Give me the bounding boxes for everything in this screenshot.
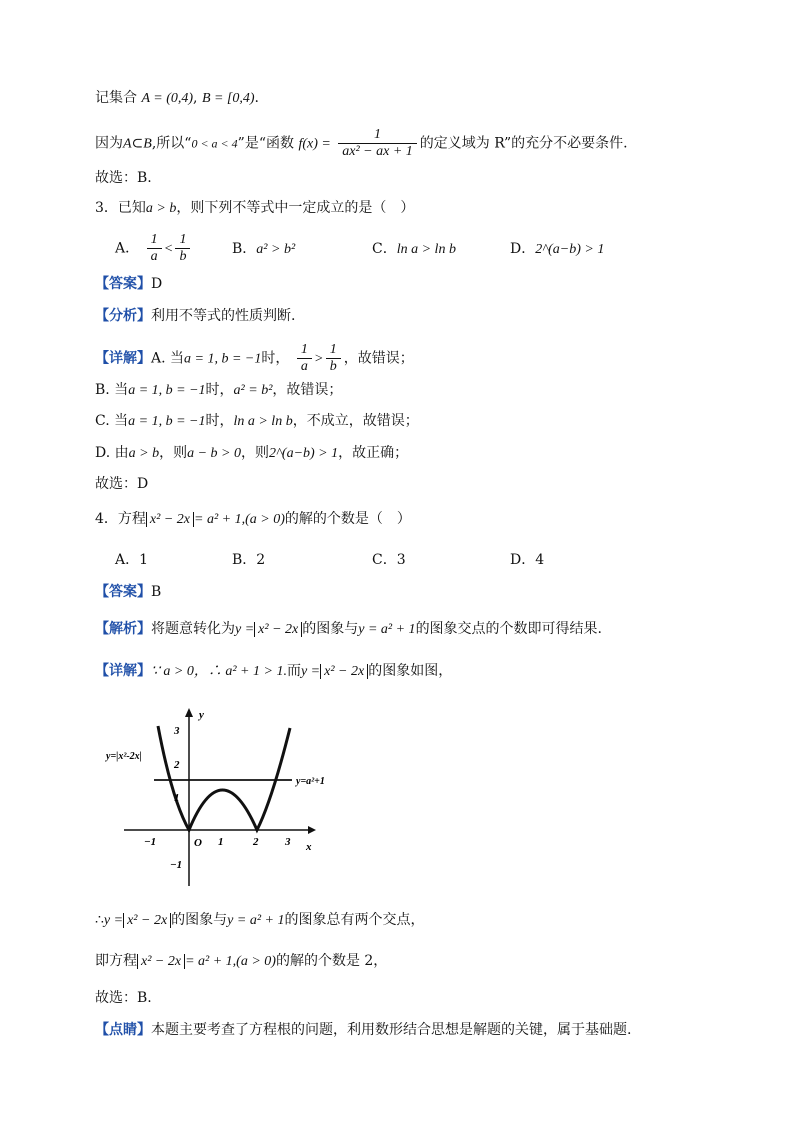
option-label: D．	[510, 241, 536, 257]
denominator: b	[179, 249, 187, 264]
comment-tag: 【点睛】	[95, 1022, 151, 1038]
select-answer-4: 故选：B.	[95, 990, 152, 1006]
text: 的图象交点的个数即可得结果.	[415, 621, 603, 637]
text: C. 当	[95, 413, 129, 429]
math: y = a² + 1	[358, 622, 416, 637]
math-set-b: B = [0,4)	[201, 91, 255, 106]
math: a > b	[145, 201, 177, 216]
numerator: 1	[147, 232, 162, 249]
text: 因为	[95, 135, 123, 152]
option-d	[510, 238, 604, 258]
text: 3．已知	[95, 200, 146, 216]
math: y = a² + 1	[227, 913, 285, 928]
curve-label: y=|x²-2x|	[106, 751, 142, 762]
function-graph	[100, 700, 340, 890]
detail-3-d	[95, 443, 408, 464]
analysis-4-line	[95, 619, 602, 640]
text: ，故正确；	[338, 445, 409, 461]
fraction	[147, 232, 162, 265]
math: 2^(a−b) > 1	[269, 446, 339, 461]
math-abs: x² − 2x	[123, 913, 171, 928]
answer-tag: 【答案】	[95, 276, 151, 292]
x-tick-label: 2	[253, 836, 259, 848]
q4-option-d: D．4	[510, 552, 545, 568]
math-abs: x² − 2x	[320, 664, 368, 679]
math: y =	[103, 913, 124, 928]
analysis-tag: 【分析】	[95, 308, 151, 324]
answer-text: B	[151, 584, 162, 600]
denominator: a	[150, 249, 158, 264]
answer-4-line	[95, 582, 161, 602]
math-function: f(x) =	[298, 136, 331, 152]
math-abs: x² − 2x	[254, 622, 302, 637]
detail-3-a	[95, 342, 414, 375]
text: 时，	[205, 413, 234, 429]
text: ，则	[159, 445, 188, 461]
text: ”是“函数	[237, 135, 294, 152]
math: a − b > 0	[187, 446, 241, 461]
math-abs: x² − 2x	[137, 954, 185, 969]
math: = a² + 1,(a > 0)	[185, 954, 276, 969]
q4-option-c: C．3	[372, 552, 406, 568]
y-axis-arrow-icon	[185, 708, 193, 717]
text: ，不成立，故错误；	[292, 413, 419, 429]
math: a > b	[128, 446, 160, 461]
comment-text: 本题主要考查了方程根的问题，利用数形结合思想是解题的关键，属于基础题.	[151, 1022, 632, 1038]
math-range: 0 < a < 4	[191, 136, 238, 151]
text: 的解的个数是（ ）	[284, 511, 411, 527]
x-axis-label: x	[306, 841, 312, 853]
question-3-stem	[95, 198, 414, 219]
text: ,所以“	[151, 135, 192, 152]
option-b	[232, 238, 295, 258]
numerator: 1	[175, 232, 190, 249]
select-answer-3: 故选：D	[95, 476, 149, 492]
math: a = 1, b = −1	[128, 414, 206, 429]
text: ，故错误；	[343, 350, 414, 367]
text: 记集合	[95, 90, 137, 106]
math: a = 1, b = −1	[128, 383, 206, 398]
numerator: 1	[297, 342, 312, 359]
text: 时，	[205, 382, 234, 398]
detail-3-c	[95, 411, 419, 432]
math: a² = b²	[233, 383, 273, 398]
math: a² > b²	[256, 242, 296, 257]
conclusion-2	[95, 951, 387, 972]
answer-3-line	[95, 274, 162, 294]
fraction	[297, 342, 312, 375]
set-definition-line	[95, 88, 259, 109]
y-tick-label: 3	[174, 725, 180, 737]
analysis-text: 利用不等式的性质判断.	[151, 308, 296, 324]
text: 的图象如图，	[368, 663, 453, 679]
text: 的图象总有两个交点，	[284, 912, 425, 928]
answer-tag: 【答案】	[95, 584, 151, 600]
math: y =	[235, 622, 255, 637]
detail-3-b	[95, 380, 342, 401]
option-label: C．	[372, 241, 397, 257]
math: ln a > ln b	[396, 242, 456, 257]
answer-text: D	[151, 276, 163, 292]
line-label: y=a²+1	[296, 776, 325, 787]
select-answer-line: 故选：B.	[95, 170, 152, 186]
math: = a² + 1,(a > 0)	[194, 512, 285, 527]
text: 将题意转化为	[151, 621, 235, 637]
curve-abs-quadratic	[158, 726, 290, 830]
math-subset: A⊂B	[123, 136, 152, 152]
text: .	[254, 90, 259, 106]
text: ，故错误；	[272, 382, 343, 398]
question-4-stem	[95, 509, 411, 530]
conclusion-1	[95, 910, 424, 931]
x-tick-label: 3	[285, 836, 291, 848]
math-abs: x² − 2x	[146, 512, 194, 527]
y-tick-label: 2	[174, 759, 180, 771]
text: 4．方程	[95, 511, 146, 527]
text: B. 当	[95, 382, 129, 398]
denominator: a	[300, 359, 308, 374]
math: a = 1, b = −1	[184, 351, 262, 367]
x-axis-arrow-icon	[308, 826, 316, 834]
text: 的定义域为 R”的充分不必要条件.	[419, 135, 628, 152]
text: ，则下列不等式中一定成立的是（ ）	[176, 200, 415, 216]
x-tick-label: −1	[144, 836, 157, 848]
text: 时，	[261, 350, 290, 367]
math-set-a: A = (0,4)	[141, 91, 194, 106]
fraction	[338, 127, 417, 160]
x-tick-label: 1	[218, 836, 224, 848]
text: 的图象与	[171, 912, 228, 928]
option-label: B．	[232, 241, 257, 257]
denominator: ax² − ax + 1	[342, 144, 413, 159]
analysis-tag: 【解析】	[95, 621, 151, 637]
origin-label: O	[194, 837, 202, 849]
detail-4-line	[95, 661, 452, 682]
y-axis-label: y	[199, 709, 204, 721]
numerator: 1	[326, 342, 341, 359]
analysis-3-line	[95, 306, 295, 326]
math: ∵ a > 0，∴ a² + 1 > 1.	[151, 664, 287, 679]
fraction	[326, 342, 341, 375]
y-tick-label: −1	[170, 859, 183, 871]
q4-option-b: B．2	[232, 552, 266, 568]
option-c	[372, 238, 456, 258]
operator: <	[164, 241, 173, 257]
detail-tag: 【详解】	[95, 663, 151, 679]
denominator: b	[329, 359, 337, 374]
math: 2^(a−b) > 1	[535, 242, 605, 257]
math: y =	[300, 664, 321, 679]
fraction	[175, 232, 190, 265]
comment-line	[95, 1020, 631, 1040]
sufficient-condition-line	[95, 127, 628, 160]
y-tick-label: 1	[174, 792, 180, 804]
option-label: A．	[115, 240, 140, 257]
text: D. 由	[95, 445, 129, 461]
text: 而	[286, 663, 301, 679]
text: 即方程	[95, 953, 137, 969]
therefore-symbol: ∴	[95, 912, 104, 928]
detail-tag: 【详解】	[95, 350, 151, 367]
operator: >	[314, 351, 323, 367]
math: ln a > ln b	[233, 414, 293, 429]
text: ,	[193, 90, 202, 106]
text: ，则	[241, 445, 269, 461]
text: A. 当	[151, 350, 185, 367]
text: 的解的个数是 2，	[275, 953, 388, 969]
q4-option-a: A．1	[115, 552, 149, 568]
option-a	[115, 232, 193, 265]
text: 的图象与	[302, 621, 359, 637]
numerator: 1	[338, 127, 417, 144]
